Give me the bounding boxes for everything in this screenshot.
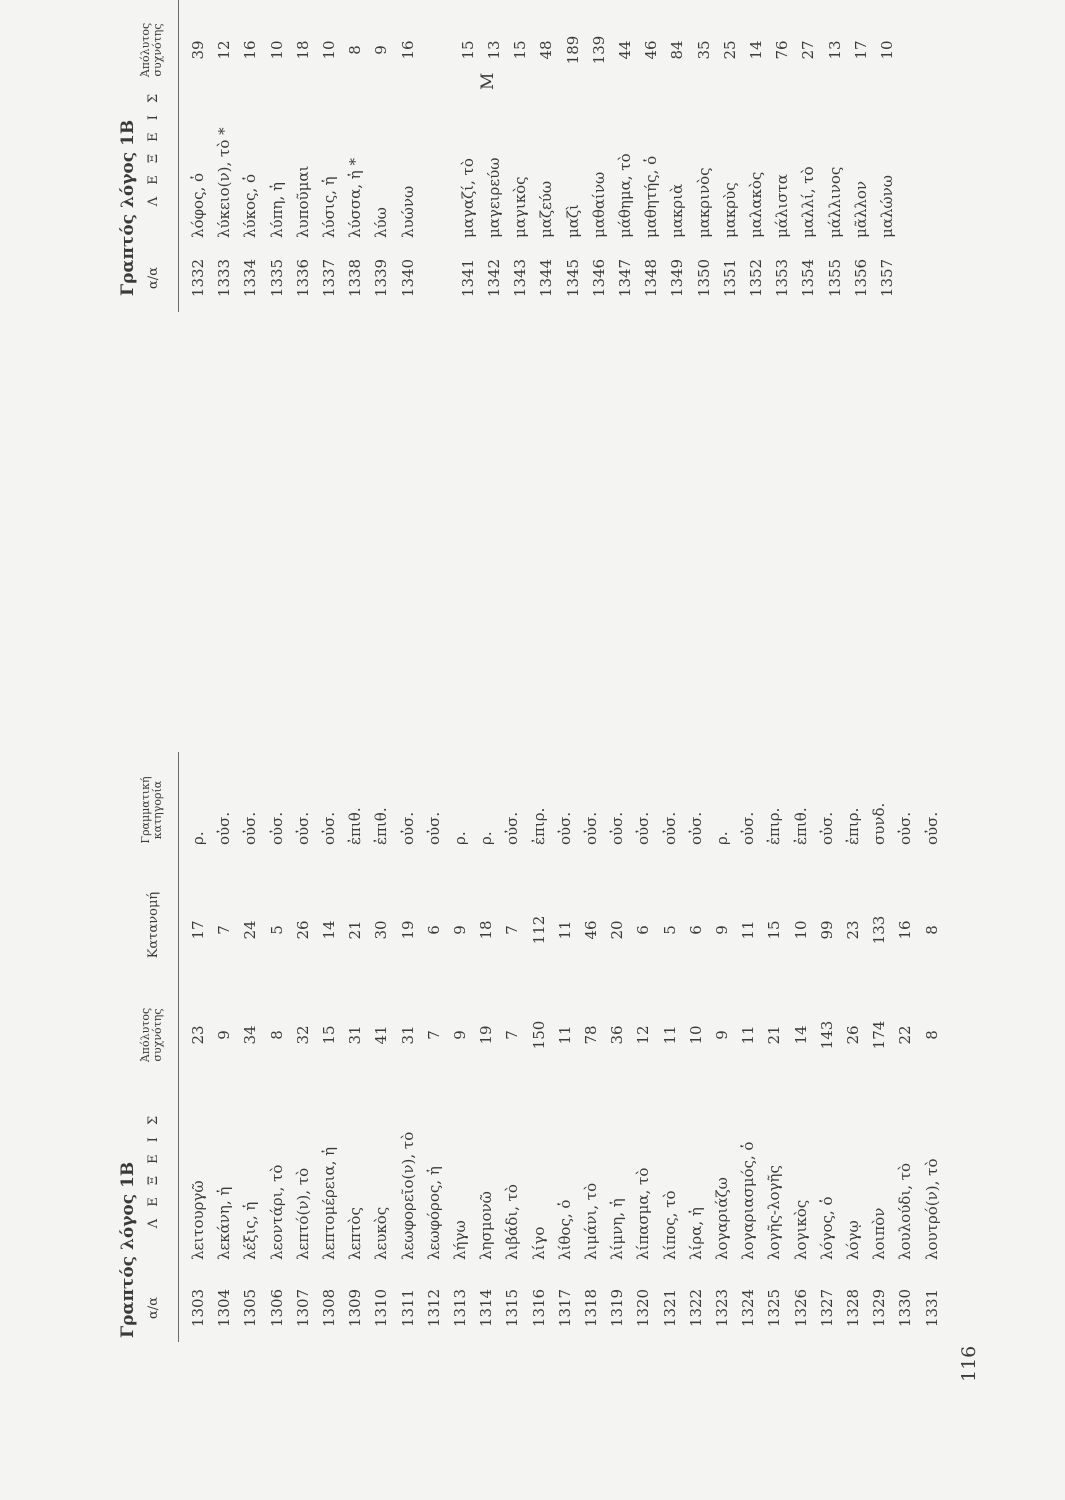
row-word: λιμάνι, τὸ <box>582 1182 600 1260</box>
row-number: 1344 <box>537 258 556 298</box>
left-freq-header-line1: Ἀπόλυτος <box>139 1007 152 1063</box>
header-left: Γραπτός λόγος 1Β <box>118 1161 138 1338</box>
row-frequency: 15 <box>511 40 530 60</box>
row-frequency: 78 <box>582 1025 600 1045</box>
row-number: 1340 <box>398 258 417 298</box>
row-number: 1356 <box>851 258 870 298</box>
row-frequency: 8 <box>922 1030 941 1040</box>
row-word: λεκάνη, ἡ <box>215 1186 234 1260</box>
left-col-freq-header <box>140 995 164 1075</box>
row-number: 1315 <box>503 1288 522 1328</box>
row-frequency: 14 <box>791 1025 810 1045</box>
row-category: οὐσ. <box>503 811 522 845</box>
row-distribution: 9 <box>713 925 731 935</box>
row-word: λόγος, ὁ <box>817 1196 836 1260</box>
row-frequency: 13 <box>825 40 844 60</box>
left-col-cat-header <box>140 760 164 860</box>
row-number: 1327 <box>817 1288 836 1328</box>
row-frequency: 18 <box>293 40 312 60</box>
row-frequency: 9 <box>372 45 391 55</box>
row-frequency: 36 <box>608 1025 627 1045</box>
row-word: λόγῳ <box>844 1220 862 1260</box>
row-frequency: 7 <box>424 1030 443 1040</box>
row-word: λύσις, ἡ <box>320 176 338 238</box>
row-word: λυποῦμαι <box>293 165 312 238</box>
row-number: 1317 <box>555 1288 574 1328</box>
row-frequency: 9 <box>215 1030 234 1040</box>
row-word: λίπασμα, τὸ <box>634 1167 653 1260</box>
row-word: μακρὺς <box>720 182 739 238</box>
row-number: 1303 <box>189 1288 207 1328</box>
row-word: μαζεύω <box>537 180 556 238</box>
row-word: λουλούδι, τὸ <box>896 1162 915 1260</box>
row-distribution: 112 <box>529 915 548 945</box>
left-col-dist-header: Κατανομή <box>146 891 161 959</box>
row-distribution: 46 <box>582 920 600 940</box>
row-word: μακρινὸς <box>694 167 713 238</box>
row-word: λογαριασμός, ὁ <box>739 1141 758 1260</box>
row-distribution: 99 <box>817 920 836 940</box>
row-category: οὐσ. <box>582 811 600 845</box>
row-number: 1312 <box>424 1288 443 1328</box>
row-frequency: 44 <box>616 40 635 60</box>
row-frequency: 27 <box>799 40 818 60</box>
row-category: οὐσ. <box>608 811 627 845</box>
row-frequency: 26 <box>844 1025 862 1045</box>
row-number: 1322 <box>686 1288 705 1328</box>
row-number: 1311 <box>398 1288 417 1328</box>
row-number: 1310 <box>372 1288 391 1328</box>
right-header-rule <box>178 0 179 312</box>
row-distribution: 15 <box>765 920 784 940</box>
header-right: Γραπτός λόγος 1Β <box>118 119 138 296</box>
row-frequency: 32 <box>293 1025 312 1045</box>
right-freq-header-line2: συχνότης <box>151 23 164 77</box>
row-frequency: 15 <box>458 40 477 60</box>
row-number: 1308 <box>320 1288 338 1328</box>
row-number: 1326 <box>791 1288 810 1328</box>
left-cat-header-line2: κατηγορία <box>151 780 164 840</box>
row-number: 1341 <box>458 258 477 298</box>
row-frequency: 174 <box>870 1020 889 1050</box>
row-distribution: 11 <box>555 920 574 940</box>
right-col-num-header: α/α <box>146 267 161 289</box>
row-word: λουτρό(ν), τὸ <box>922 1158 941 1260</box>
row-frequency: 143 <box>817 1020 836 1050</box>
row-frequency: 8 <box>267 1030 286 1040</box>
row-frequency: 10 <box>267 40 286 60</box>
row-category: ἐπιρ. <box>765 807 784 845</box>
row-word: λόφος, ὁ <box>189 172 207 238</box>
row-word: λεπτό(ν), τὸ <box>293 1167 312 1260</box>
row-distribution: 20 <box>608 920 627 940</box>
row-word: λογαριάζω <box>713 1177 731 1260</box>
row-frequency: 139 <box>589 35 608 65</box>
row-frequency: 10 <box>686 1025 705 1045</box>
row-number: 1318 <box>582 1288 600 1328</box>
row-number: 1346 <box>589 258 608 298</box>
row-frequency: 22 <box>896 1025 915 1045</box>
row-word: λογικὸς <box>791 1199 810 1260</box>
right-freq-header-line1: Ἀπόλυτος <box>139 22 152 78</box>
row-number: 1319 <box>608 1288 627 1328</box>
row-number: 1325 <box>765 1288 784 1328</box>
row-distribution: 6 <box>634 925 653 935</box>
row-frequency: 15 <box>320 1025 338 1045</box>
row-number: 1329 <box>870 1288 889 1328</box>
row-frequency: 10 <box>878 40 897 60</box>
row-word: λεωφόρος, ἡ <box>424 1166 443 1260</box>
row-category: οὐσ. <box>293 811 312 845</box>
row-category: οὐσ. <box>215 811 234 845</box>
row-number: 1339 <box>372 258 391 298</box>
row-category: ρ. <box>451 831 469 845</box>
row-frequency: 11 <box>739 1025 758 1045</box>
row-frequency: 8 <box>346 45 365 55</box>
row-distribution: 21 <box>346 920 365 940</box>
row-word: μαθητής, ὁ <box>642 155 661 238</box>
row-frequency: 34 <box>241 1025 260 1045</box>
row-category: οὐσ. <box>241 811 260 845</box>
row-number: 1347 <box>616 258 635 298</box>
row-number: 1343 <box>511 258 530 298</box>
row-word: λησμονῶ <box>477 1191 496 1260</box>
row-category: οὐσ. <box>267 811 286 845</box>
row-word: λύπη, ἡ <box>267 182 286 238</box>
row-number: 1305 <box>241 1288 260 1328</box>
row-word: λογῆς-λογῆς <box>765 1165 784 1260</box>
left-freq-header-line2: συχνότης <box>151 1008 164 1062</box>
row-number: 1348 <box>642 258 661 298</box>
row-distribution: 14 <box>320 920 338 940</box>
section-letter-m: Μ <box>478 72 498 90</box>
left-col-word-header: Λ Ε Ξ Ε Ι Σ <box>146 1111 161 1229</box>
row-frequency: 35 <box>694 40 713 60</box>
page-number: 116 <box>958 1345 980 1382</box>
row-category: οὐσ. <box>739 811 758 845</box>
row-word: λεοντάρι, τὸ <box>267 1164 286 1260</box>
row-number: 1342 <box>485 258 504 298</box>
row-number: 1304 <box>215 1288 234 1328</box>
row-distribution: 6 <box>424 925 443 935</box>
row-category: οὐσ. <box>424 811 443 845</box>
row-word: μαλώνω <box>878 175 897 238</box>
row-distribution: 133 <box>870 915 889 945</box>
row-category: ἐπιθ. <box>372 807 391 845</box>
row-category: οὐσ. <box>555 811 574 845</box>
row-frequency: 9 <box>713 1030 731 1040</box>
row-number: 1331 <box>922 1288 941 1328</box>
row-number: 1320 <box>634 1288 653 1328</box>
left-cat-header-line1: Γραμματική <box>139 776 152 844</box>
left-col-num-header: α/α <box>146 1297 161 1319</box>
row-number: 1352 <box>747 258 766 298</box>
row-number: 1355 <box>825 258 844 298</box>
row-frequency: 31 <box>346 1025 365 1045</box>
row-category: συνδ. <box>870 802 889 845</box>
row-number: 1357 <box>878 258 897 298</box>
row-word: λίθος, ὁ <box>555 1199 574 1260</box>
row-category: ρ. <box>477 831 496 845</box>
left-header-rule <box>178 752 179 1342</box>
row-word: μαγικὸς <box>511 176 530 238</box>
row-word: λύκος, ὁ <box>241 174 260 238</box>
row-distribution: 5 <box>660 925 679 935</box>
row-distribution: 7 <box>503 925 522 935</box>
row-number: 1330 <box>896 1288 915 1328</box>
row-word: μάλιστα <box>773 174 792 238</box>
row-frequency: 16 <box>398 40 417 60</box>
row-word: λοιπὸν <box>870 1207 889 1260</box>
row-number: 1313 <box>451 1288 469 1328</box>
row-word: μάθημα, τὸ <box>616 153 635 238</box>
row-frequency: 46 <box>642 40 661 60</box>
row-word: λίρα, ἡ <box>686 1207 705 1260</box>
row-frequency: 17 <box>851 40 870 60</box>
row-distribution: 19 <box>398 920 417 940</box>
row-frequency: 14 <box>747 40 766 60</box>
row-frequency: 84 <box>668 40 687 60</box>
row-word: λύκειο(ν), τὸ * <box>215 127 234 238</box>
row-frequency: 10 <box>320 40 338 60</box>
row-distribution: 6 <box>686 925 705 935</box>
right-col-freq-header <box>140 10 164 90</box>
row-number: 1307 <box>293 1288 312 1328</box>
row-category: ἐπιθ. <box>346 807 365 845</box>
row-category: οὐσ. <box>686 811 705 845</box>
row-number: 1353 <box>773 258 792 298</box>
row-frequency: 23 <box>189 1025 207 1045</box>
row-number: 1309 <box>346 1288 365 1328</box>
row-category: ρ. <box>713 831 731 845</box>
row-word: λευκὸς <box>372 1206 391 1260</box>
row-word: μαγειρεύω <box>485 157 504 238</box>
row-frequency: 21 <box>765 1025 784 1045</box>
row-frequency: 11 <box>555 1025 574 1045</box>
row-word: λεπτομέρεια, ἡ <box>320 1146 338 1260</box>
row-word: μακριὰ <box>668 183 687 238</box>
row-frequency: 9 <box>451 1030 469 1040</box>
row-number: 1338 <box>346 258 365 298</box>
row-distribution: 17 <box>189 920 207 940</box>
row-word: μαθαίνω <box>589 171 608 238</box>
row-frequency: 7 <box>503 1030 522 1040</box>
row-word: λεπτὸς <box>346 1207 365 1260</box>
row-word: λίμνη, ἡ <box>608 1198 627 1260</box>
row-distribution: 8 <box>922 925 941 935</box>
row-number: 1328 <box>844 1288 862 1328</box>
row-word: μάλλινος <box>825 166 844 238</box>
row-distribution: 10 <box>791 920 810 940</box>
row-word: λυώνω <box>398 185 417 238</box>
row-frequency: 31 <box>398 1025 417 1045</box>
right-col-word-header: Λ Ε Ξ Ε Ι Σ <box>146 89 161 207</box>
row-distribution: 16 <box>896 920 915 940</box>
row-category: οὐσ. <box>634 811 653 845</box>
row-number: 1323 <box>713 1288 731 1328</box>
row-word: λιβάδι, τὸ <box>503 1184 522 1260</box>
row-word: μαζὶ <box>563 204 582 238</box>
row-frequency: 150 <box>529 1020 548 1050</box>
row-word: μαλλί, τὸ <box>799 166 818 238</box>
row-number: 1351 <box>720 258 739 298</box>
row-category: ἐπιθ. <box>791 807 810 845</box>
row-number: 1336 <box>293 258 312 298</box>
row-number: 1349 <box>668 258 687 298</box>
row-category: οὐσ. <box>922 811 941 845</box>
row-number: 1324 <box>739 1288 758 1328</box>
row-frequency: 48 <box>537 40 556 60</box>
row-distribution: 23 <box>844 920 862 940</box>
row-word: λέξις, ἡ <box>241 1201 260 1260</box>
row-number: 1306 <box>267 1288 286 1328</box>
row-number: 1345 <box>563 258 582 298</box>
row-number: 1335 <box>267 258 286 298</box>
row-word: λήγω <box>451 1220 469 1260</box>
row-number: 1354 <box>799 258 818 298</box>
row-frequency: 76 <box>773 40 792 60</box>
row-frequency: 16 <box>241 40 260 60</box>
row-word: λύσσα, ἡ * <box>346 157 365 238</box>
row-number: 1333 <box>215 258 234 298</box>
row-distribution: 9 <box>451 925 469 935</box>
row-frequency: 19 <box>477 1025 496 1045</box>
row-number: 1350 <box>694 258 713 298</box>
row-frequency: 189 <box>563 35 582 65</box>
row-frequency: 13 <box>485 40 504 60</box>
row-distribution: 7 <box>215 925 234 935</box>
row-distribution: 24 <box>241 920 260 940</box>
row-frequency: 12 <box>634 1025 653 1045</box>
row-number: 1337 <box>320 258 338 298</box>
row-category: οὐσ. <box>398 811 417 845</box>
row-number: 1332 <box>189 258 207 298</box>
row-word: λίγο <box>529 1226 548 1260</box>
row-frequency: 39 <box>189 40 207 60</box>
row-word: λεωφορεῖο(ν), τὸ <box>398 1131 417 1260</box>
row-word: λίπος, τὸ <box>660 1190 679 1260</box>
row-distribution: 26 <box>293 920 312 940</box>
row-distribution: 18 <box>477 920 496 940</box>
row-category: οὐσ. <box>660 811 679 845</box>
row-category: οὐσ. <box>817 811 836 845</box>
row-distribution: 5 <box>267 925 286 935</box>
row-category: οὐσ. <box>896 811 915 845</box>
row-word: λειτουργῶ <box>189 1180 207 1260</box>
row-number: 1314 <box>477 1288 496 1328</box>
row-word: μαλακὸς <box>747 171 766 238</box>
row-word: μαγαζί, τὸ <box>458 158 477 238</box>
row-distribution: 30 <box>372 920 391 940</box>
row-distribution: 11 <box>739 920 758 940</box>
row-category: ρ. <box>189 831 207 845</box>
row-word: μᾶλλον <box>851 180 870 238</box>
row-category: οὐσ. <box>320 811 338 845</box>
row-frequency: 12 <box>215 40 234 60</box>
row-frequency: 11 <box>660 1025 679 1045</box>
row-category: ἐπιρ. <box>529 807 548 845</box>
row-frequency: 25 <box>720 40 739 60</box>
row-frequency: 41 <box>372 1025 391 1045</box>
row-number: 1334 <box>241 258 260 298</box>
row-number: 1321 <box>660 1288 679 1328</box>
row-word: λύω <box>372 207 391 238</box>
row-category: ἐπιρ. <box>844 807 862 845</box>
row-number: 1316 <box>529 1288 548 1328</box>
